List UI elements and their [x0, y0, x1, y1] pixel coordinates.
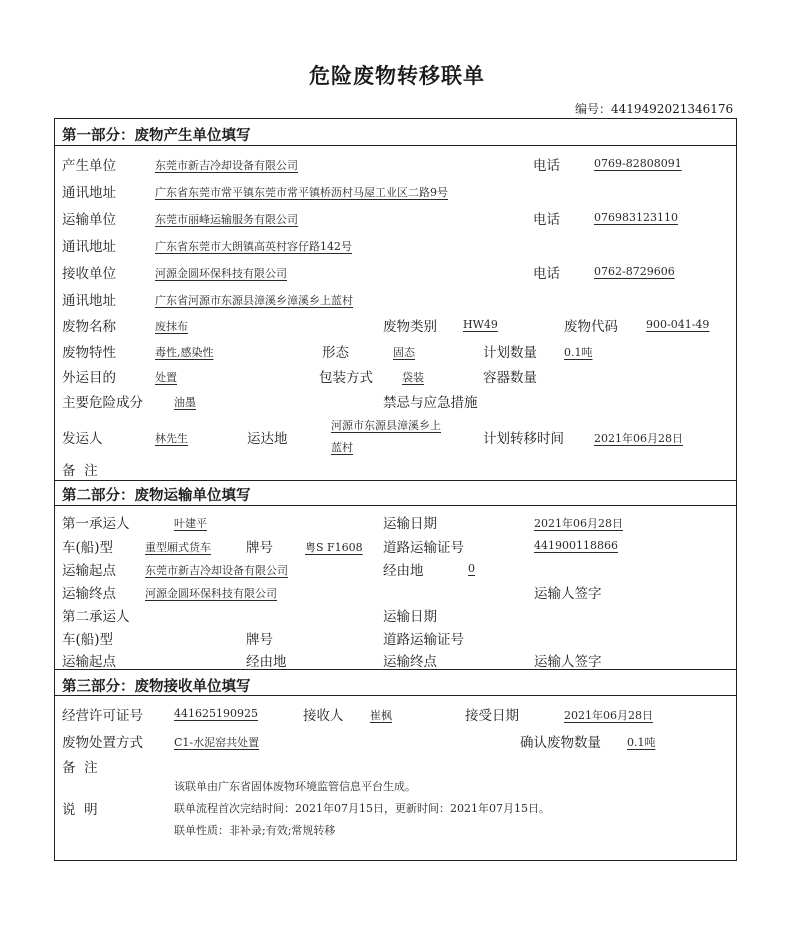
- packaging-value: 袋装: [402, 371, 424, 384]
- planned-qty-label: 计划数量: [483, 345, 537, 361]
- hazard-value: 油墨: [174, 396, 196, 409]
- receiver-label: 接收单位: [62, 266, 116, 282]
- vehicle1-label: 车(船)型: [62, 540, 114, 556]
- phone-label: 电话: [533, 266, 560, 282]
- plate2-label: 牌号: [246, 632, 273, 648]
- carrier-label: 运输单位: [62, 212, 116, 228]
- date1-value: 2021年06月28日: [534, 517, 623, 530]
- waste-code-value: 900-041-49: [646, 318, 710, 331]
- note-line: 该联单由广东省固体废物环境监管信息平台生成。: [174, 780, 416, 793]
- page-title: 危险废物转移联单: [309, 64, 485, 88]
- waste-property-value: 毒性,感染性: [155, 346, 214, 359]
- disposal-label: 废物处置方式: [62, 735, 143, 751]
- waste-property-label: 废物特性: [62, 345, 116, 361]
- planned-qty-value: 0.1吨: [564, 346, 593, 359]
- planned-time-value: 2021年06月28日: [594, 432, 683, 445]
- phone-value: 076983123110: [594, 211, 678, 224]
- plate1-label: 牌号: [246, 540, 273, 556]
- purpose-label: 外运目的: [62, 370, 116, 386]
- receive-date-value: 2021年06月28日: [564, 709, 653, 722]
- waste-code-label: 废物代码: [564, 319, 618, 335]
- note-line: 联单性质：非补录;有效;常规转移: [174, 824, 336, 837]
- confirm-qty-value: 0.1吨: [627, 736, 656, 749]
- sign1-label: 运输人签字: [534, 586, 602, 602]
- phone-value: 0769-82808091: [594, 157, 682, 170]
- destination-label: 运达地: [247, 431, 288, 447]
- carrier1-value: 叶建平: [174, 517, 207, 530]
- via1-value: 0: [468, 562, 475, 575]
- note-line: 联单流程首次完结时间：2021年07月15日，更新时间：2021年07月15日。: [174, 802, 550, 815]
- license-label: 经营许可证号: [62, 708, 143, 724]
- via2-label: 经由地: [246, 654, 287, 670]
- address-value: 广东省河源市东源县漳溪乡漳溪乡上蓝村: [155, 294, 353, 307]
- phone-label: 电话: [533, 212, 560, 228]
- disposal-value: C1-水泥窑共处置: [174, 736, 260, 749]
- plate1-value: 粤S F1608: [305, 541, 363, 554]
- confirm-qty-label: 确认废物数量: [520, 735, 601, 751]
- start2-label: 运输起点: [62, 654, 116, 670]
- producer-label: 产生单位: [62, 158, 116, 174]
- address-label: 通讯地址: [62, 185, 116, 201]
- divider: [54, 480, 737, 481]
- carrier-value: 东莞市丽峰运输服务有限公司: [155, 213, 298, 226]
- shipper-label: 发运人: [62, 431, 103, 447]
- vehicle1-value: 重型厢式货车: [145, 541, 211, 554]
- remark-label: 备 注: [62, 760, 98, 776]
- permit2-label: 道路运输证号: [383, 632, 464, 648]
- divider: [54, 145, 737, 146]
- packaging-label: 包装方式: [319, 370, 373, 386]
- end1-label: 运输终点: [62, 586, 116, 602]
- document-number: 编号：4419492021346176: [575, 102, 734, 116]
- vehicle2-label: 车(船)型: [62, 632, 114, 648]
- carrier1-label: 第一承运人: [62, 516, 130, 532]
- container-qty-label: 容器数量: [483, 370, 537, 386]
- note-label: 说 明: [62, 802, 98, 818]
- start1-value: 东莞市新吉冷却设备有限公司: [145, 564, 288, 577]
- shipper-value: 林先生: [155, 432, 188, 445]
- purpose-value: 处置: [155, 371, 177, 384]
- divider: [54, 505, 737, 506]
- destination-value-line2: 蓝村: [331, 441, 353, 454]
- recipient-value: 崔枫: [370, 709, 392, 722]
- address-label: 通讯地址: [62, 293, 116, 309]
- form-label: 形态: [322, 345, 349, 361]
- waste-name-label: 废物名称: [62, 319, 116, 335]
- address-value: 广东省东莞市常平镇东莞市常平镇桥沥村马屋工业区二路9号: [155, 186, 448, 199]
- receiver-value: 河源金圆环保科技有限公司: [155, 267, 287, 280]
- producer-value: 东莞市新吉冷却设备有限公司: [155, 159, 298, 172]
- section-heading-part3: 第三部分：废物接收单位填写: [62, 679, 251, 695]
- waste-category-label: 废物类别: [383, 319, 437, 335]
- destination-value-line1: 河源市东源县漳溪乡上: [331, 419, 441, 432]
- date2-label: 运输日期: [383, 609, 437, 625]
- permit1-label: 道路运输证号: [383, 540, 464, 556]
- waste-name-value: 废抹布: [155, 320, 188, 333]
- carrier2-label: 第二承运人: [62, 609, 130, 625]
- hazard-label: 主要危险成分: [62, 395, 143, 411]
- planned-time-label: 计划转移时间: [483, 431, 564, 447]
- date1-label: 运输日期: [383, 516, 437, 532]
- license-value: 441625190925: [174, 707, 258, 720]
- end1-value: 河源金圆环保科技有限公司: [145, 587, 277, 600]
- phone-label: 电话: [533, 158, 560, 174]
- start1-label: 运输起点: [62, 563, 116, 579]
- via1-label: 经由地: [383, 563, 424, 579]
- sign2-label: 运输人签字: [534, 654, 602, 670]
- receive-date-label: 接受日期: [465, 708, 519, 724]
- recipient-label: 接收人: [303, 708, 344, 724]
- address-value: 广东省东莞市大朗镇高英村容仔路142号: [155, 240, 352, 253]
- waste-category-value: HW49: [463, 318, 498, 331]
- end2-label: 运输终点: [383, 654, 437, 670]
- section-heading-part1: 第一部分：废物产生单位填写: [62, 128, 251, 144]
- remark-label: 备 注: [62, 463, 98, 479]
- phone-value: 0762-8729606: [594, 265, 675, 278]
- section-heading-part2: 第二部分：废物运输单位填写: [62, 488, 251, 504]
- permit1-value: 441900118866: [534, 539, 618, 552]
- address-label: 通讯地址: [62, 239, 116, 255]
- form-value: 固态: [393, 346, 415, 359]
- taboo-label: 禁忌与应急措施: [383, 395, 478, 411]
